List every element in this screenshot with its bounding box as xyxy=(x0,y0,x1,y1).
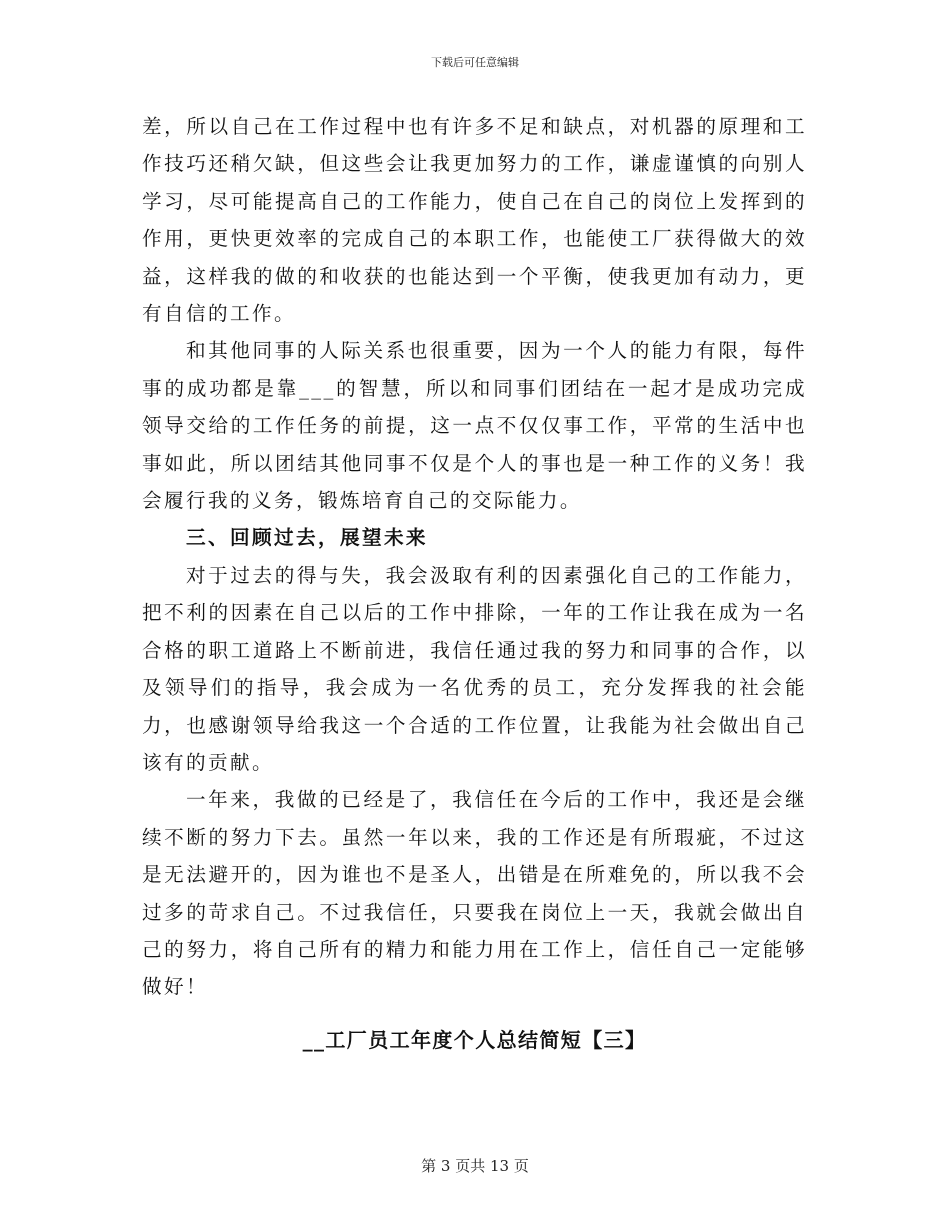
section-title: __工厂员工年度个人总结简短【三】 xyxy=(302,1027,647,1052)
page-footer: 第 3 页共 13 页 xyxy=(421,1157,529,1175)
paragraph-colleagues: 和其他同事的人际关系也很重要，因为一个人的能力有限，每件事的成功都是靠___的智慧，所以和同事们团结在一起才是成功完成领导交给的工作任务的前提，这一点不仅仅事工作，平常的生活中也事如此，所以团结其他同事不仅是个人的事也是一种工作的义务！我会履行我的义务，锻炼培育自己的交际能力。 xyxy=(142,339,807,513)
section-heading: 三、回顾过去，展望未来 xyxy=(186,526,428,550)
paragraph-continuation: 差，所以自己在工作过程中也有许多不足和缺点，对机器的原理和工作技巧还稍欠缺，但这些会让我更加努力的工作，谦虚谨慎的向别人学习，尽可能提高自己的工作能力，使自己在自己的岗位上发挥到的作用，更快更效率的完成自己的本职工作，也能使工厂获得做大的效益，这样我的做的和收获的也能达到一个平衡，使我更加有动力，更有自信的工作。 xyxy=(142,115,807,326)
page-header: 下载后可任意编辑 xyxy=(431,56,519,69)
paragraph-outlook: 一年来，我做的已经是了，我信任在今后的工作中，我还是会继续不断的努力下去。虽然一年以来，我的工作还是有所瑕疵，不过这是无法避开的，因为谁也不是圣人，出错是在所难免的，所以我不会过多的苛求自己。不过我信任，只要我在岗位上一天，我就会做出自己的努力，将自己所有的精力和能力用在工作上，信任自己一定能够做好！ xyxy=(142,788,807,999)
document-body xyxy=(142,108,807,1059)
paragraph-review: 对于过去的得与失，我会汲取有利的因素强化自己的工作能力，把不利的因素在自己以后的工作中排除，一年的工作让我在成为一名合格的职工道路上不断前进，我信任通过我的努力和同事的合作，以及领导们的指导，我会成为一名优秀的员工，充分发挥我的社会能力，也感谢领导给我这一个合适的工作位置，让我能为社会做出自己该有的贡献。 xyxy=(142,563,807,774)
